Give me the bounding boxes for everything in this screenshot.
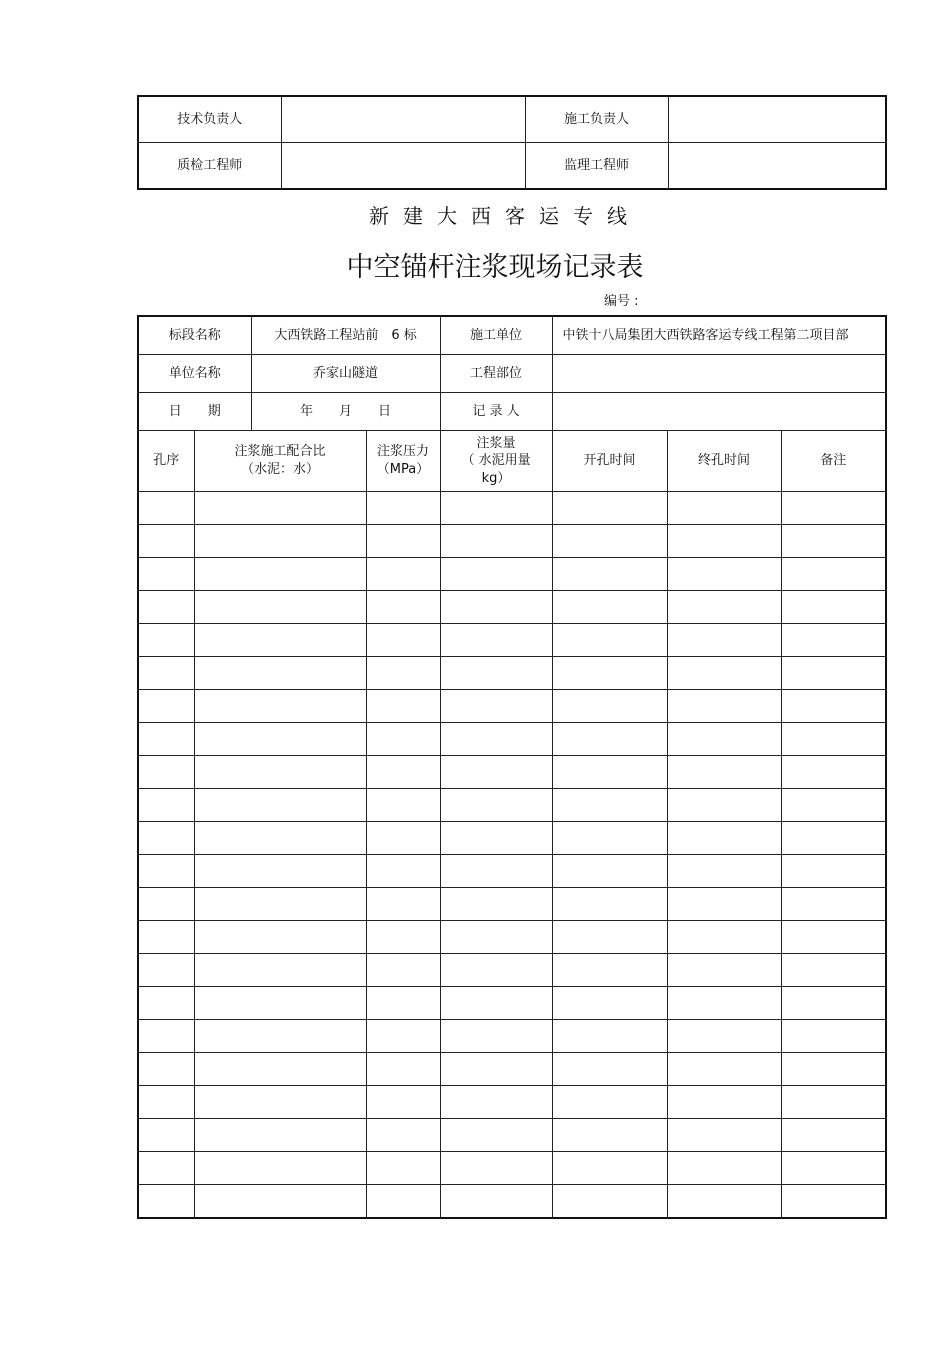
remarks-cell[interactable] [781, 1020, 886, 1053]
pressure-cell[interactable] [366, 855, 440, 888]
mix-ratio-cell[interactable] [194, 1119, 366, 1152]
hole-no-cell[interactable] [138, 1119, 194, 1152]
mix-ratio-cell[interactable] [194, 591, 366, 624]
end-time-cell[interactable] [667, 1185, 781, 1219]
start-time-cell[interactable] [552, 954, 667, 987]
table-row [138, 987, 886, 1020]
construction-lead-field[interactable] [668, 96, 886, 143]
remarks-cell[interactable] [781, 1152, 886, 1185]
volume-cell[interactable] [440, 657, 552, 690]
project-subtitle: 新建大西客运专线 [369, 204, 641, 228]
pressure-line1: 注浆压力 [377, 444, 430, 460]
pressure-cell[interactable] [366, 789, 440, 822]
hole-no-cell[interactable] [138, 558, 194, 591]
end-time-cell[interactable] [667, 525, 781, 558]
pressure-cell[interactable] [366, 1053, 440, 1086]
table-row [138, 1185, 886, 1219]
start-time-cell[interactable] [552, 822, 667, 855]
volume-cell[interactable] [440, 855, 552, 888]
start-time-cell[interactable] [552, 624, 667, 657]
volume-cell[interactable] [440, 1152, 552, 1185]
start-time-cell[interactable] [552, 558, 667, 591]
col-remarks-header: 备注 [781, 431, 886, 492]
volume-cell[interactable] [440, 921, 552, 954]
remarks-cell[interactable] [781, 1053, 886, 1086]
table-row [138, 756, 886, 789]
start-time-cell[interactable] [552, 1119, 667, 1152]
pressure-cell[interactable] [366, 1119, 440, 1152]
supervision-engineer-field[interactable] [668, 143, 886, 190]
remarks-cell[interactable] [781, 1185, 886, 1219]
end-time-cell[interactable] [667, 1152, 781, 1185]
mix-ratio-cell[interactable] [194, 558, 366, 591]
hole-no-cell[interactable] [138, 1152, 194, 1185]
section-name-value[interactable]: 大西铁路工程站前 6 标 [251, 316, 440, 355]
recorder-label: 记 录 人 [440, 393, 552, 431]
signature-table [137, 95, 887, 190]
pressure-cell[interactable] [366, 921, 440, 954]
remarks-cell[interactable] [781, 921, 886, 954]
volume-cell[interactable] [440, 492, 552, 525]
hole-no-cell[interactable] [138, 954, 194, 987]
remarks-cell[interactable] [781, 624, 886, 657]
section-name-label: 标段名称 [138, 316, 251, 355]
hole-no-cell[interactable] [138, 591, 194, 624]
pressure-cell[interactable] [366, 690, 440, 723]
volume-cell[interactable] [440, 690, 552, 723]
start-time-cell[interactable] [552, 492, 667, 525]
info-row-section [138, 316, 886, 355]
pressure-cell[interactable] [366, 987, 440, 1020]
signature-row [138, 143, 886, 190]
end-time-cell[interactable] [667, 888, 781, 921]
start-time-cell[interactable] [552, 921, 667, 954]
recorder-value[interactable] [552, 393, 886, 431]
hole-no-cell[interactable] [138, 723, 194, 756]
mix-ratio-cell[interactable] [194, 822, 366, 855]
mix-ratio-cell[interactable] [194, 789, 366, 822]
unit-name-label: 单位名称 [138, 355, 251, 393]
start-time-cell[interactable] [552, 591, 667, 624]
hole-no-cell[interactable] [138, 525, 194, 558]
volume-line1: 注浆量 [476, 435, 516, 451]
unit-name-value[interactable]: 乔家山隧道 [251, 355, 440, 393]
table-row [138, 1119, 886, 1152]
mix-ratio-line1: 注浆施工配合比 [234, 444, 326, 460]
pressure-cell[interactable] [366, 1020, 440, 1053]
mix-ratio-cell[interactable] [194, 1086, 366, 1119]
end-time-cell[interactable] [667, 1086, 781, 1119]
table-row [138, 855, 886, 888]
end-time-cell[interactable] [667, 855, 781, 888]
hole-no-cell[interactable] [138, 1185, 194, 1219]
remarks-cell[interactable] [781, 690, 886, 723]
record-rows [138, 492, 886, 1219]
end-time-cell[interactable] [667, 624, 781, 657]
volume-cell[interactable] [440, 525, 552, 558]
remarks-cell[interactable] [781, 789, 886, 822]
info-row-date [138, 393, 886, 431]
start-time-cell[interactable] [552, 1086, 667, 1119]
hole-no-cell[interactable] [138, 1020, 194, 1053]
mix-ratio-cell[interactable] [194, 987, 366, 1020]
end-time-cell[interactable] [667, 1020, 781, 1053]
volume-cell[interactable] [440, 756, 552, 789]
grouting-record-table [137, 315, 887, 1219]
hole-no-cell[interactable] [138, 1053, 194, 1086]
remarks-cell[interactable] [781, 723, 886, 756]
hole-no-cell[interactable] [138, 987, 194, 1020]
remarks-cell[interactable] [781, 756, 886, 789]
pressure-cell[interactable] [366, 723, 440, 756]
pressure-cell[interactable] [366, 756, 440, 789]
start-time-cell[interactable] [552, 1185, 667, 1219]
date-value[interactable]: 年 月 日 [251, 393, 440, 431]
qc-engineer-field[interactable] [281, 143, 525, 190]
col-volume-header [440, 431, 552, 492]
volume-cell[interactable] [440, 1020, 552, 1053]
table-row [138, 822, 886, 855]
remarks-cell[interactable] [781, 492, 886, 525]
volume-cell[interactable] [440, 1185, 552, 1219]
hole-no-cell[interactable] [138, 756, 194, 789]
volume-cell[interactable] [440, 558, 552, 591]
form-title: 中空锚杆注浆现场记录表 [346, 252, 644, 283]
hole-no-cell[interactable] [138, 624, 194, 657]
mix-ratio-cell[interactable] [194, 525, 366, 558]
construction-lead-label: 施工负责人 [525, 96, 668, 143]
contractor-value[interactable]: 中铁十八局集团大西铁路客运专线工程第二项目部 [552, 316, 886, 355]
column-header-row [138, 431, 886, 492]
mix-ratio-cell[interactable] [194, 756, 366, 789]
hole-no-cell[interactable] [138, 789, 194, 822]
table-row [138, 492, 886, 525]
table-row [138, 789, 886, 822]
start-time-cell[interactable] [552, 987, 667, 1020]
pressure-line2: （MPa） [376, 462, 430, 477]
mix-ratio-cell[interactable] [194, 624, 366, 657]
mix-ratio-cell[interactable] [194, 657, 366, 690]
col-end-time-header: 终孔时间 [667, 431, 781, 492]
start-time-cell[interactable] [552, 1020, 667, 1053]
pressure-cell[interactable] [366, 888, 440, 921]
hole-no-cell[interactable] [138, 855, 194, 888]
hole-no-cell[interactable] [138, 690, 194, 723]
start-time-cell[interactable] [552, 855, 667, 888]
hole-no-cell[interactable] [138, 492, 194, 525]
mix-ratio-line2: （水泥：水） [241, 462, 320, 477]
start-time-cell[interactable] [552, 690, 667, 723]
end-time-cell[interactable] [667, 1119, 781, 1152]
volume-cell[interactable] [440, 723, 552, 756]
table-row [138, 591, 886, 624]
pressure-cell[interactable] [366, 822, 440, 855]
volume-cell[interactable] [440, 789, 552, 822]
pressure-cell[interactable] [366, 1086, 440, 1119]
volume-cell[interactable] [440, 888, 552, 921]
end-time-cell[interactable] [667, 789, 781, 822]
hole-no-cell[interactable] [138, 822, 194, 855]
date-label: 日 期 [138, 393, 251, 431]
mix-ratio-cell[interactable] [194, 1152, 366, 1185]
table-row [138, 921, 886, 954]
volume-cell[interactable] [440, 1086, 552, 1119]
hole-no-cell[interactable] [138, 1086, 194, 1119]
mix-ratio-cell[interactable] [194, 855, 366, 888]
start-time-cell[interactable] [552, 723, 667, 756]
volume-line3: kg） [481, 470, 511, 486]
start-time-cell[interactable] [552, 756, 667, 789]
qc-engineer-label: 质检工程师 [138, 143, 281, 190]
mix-ratio-cell[interactable] [194, 1053, 366, 1086]
mix-ratio-cell[interactable] [194, 921, 366, 954]
mix-ratio-cell[interactable] [194, 954, 366, 987]
start-time-cell[interactable] [552, 1053, 667, 1086]
remarks-cell[interactable] [781, 558, 886, 591]
remarks-cell[interactable] [781, 591, 886, 624]
end-time-cell[interactable] [667, 492, 781, 525]
table-row [138, 1020, 886, 1053]
contractor-label: 施工单位 [440, 316, 552, 355]
end-time-cell[interactable] [667, 690, 781, 723]
end-time-cell[interactable] [667, 591, 781, 624]
volume-cell[interactable] [440, 954, 552, 987]
start-time-cell[interactable] [552, 888, 667, 921]
hole-no-cell[interactable] [138, 921, 194, 954]
end-time-cell[interactable] [667, 657, 781, 690]
project-part-value[interactable] [552, 355, 886, 393]
signature-row [138, 96, 886, 143]
tech-lead-label: 技术负责人 [138, 96, 281, 143]
col-pressure-header [366, 431, 440, 492]
pressure-cell[interactable] [366, 1152, 440, 1185]
pressure-cell[interactable] [366, 492, 440, 525]
col-mix-ratio-header [194, 431, 366, 492]
project-part-label: 工程部位 [440, 355, 552, 393]
hole-no-cell[interactable] [138, 888, 194, 921]
start-time-cell[interactable] [552, 657, 667, 690]
remarks-cell[interactable] [781, 987, 886, 1020]
remarks-cell[interactable] [781, 822, 886, 855]
pressure-cell[interactable] [366, 657, 440, 690]
pressure-cell[interactable] [366, 624, 440, 657]
volume-line2: （ 水泥用量 [461, 453, 531, 469]
remarks-cell[interactable] [781, 855, 886, 888]
table-row [138, 723, 886, 756]
table-row [138, 525, 886, 558]
end-time-cell[interactable] [667, 723, 781, 756]
start-time-cell[interactable] [552, 525, 667, 558]
volume-cell[interactable] [440, 1119, 552, 1152]
supervision-engineer-label: 监理工程师 [525, 143, 668, 190]
volume-cell[interactable] [440, 987, 552, 1020]
volume-cell[interactable] [440, 822, 552, 855]
volume-cell[interactable] [440, 624, 552, 657]
mix-ratio-cell[interactable] [194, 1185, 366, 1219]
remarks-cell[interactable] [781, 525, 886, 558]
end-time-cell[interactable] [667, 954, 781, 987]
start-time-cell[interactable] [552, 1152, 667, 1185]
remarks-cell[interactable] [781, 1086, 886, 1119]
start-time-cell[interactable] [552, 789, 667, 822]
table-row [138, 657, 886, 690]
mix-ratio-cell[interactable] [194, 492, 366, 525]
volume-cell[interactable] [440, 1053, 552, 1086]
pressure-cell[interactable] [366, 954, 440, 987]
table-row [138, 1152, 886, 1185]
pressure-cell[interactable] [366, 591, 440, 624]
col-hole-no-header: 孔序 [138, 431, 194, 492]
mix-ratio-cell[interactable] [194, 888, 366, 921]
mix-ratio-cell[interactable] [194, 690, 366, 723]
remarks-cell[interactable] [781, 954, 886, 987]
volume-cell[interactable] [440, 591, 552, 624]
table-row [138, 1086, 886, 1119]
end-time-cell[interactable] [667, 1053, 781, 1086]
table-row [138, 624, 886, 657]
mix-ratio-cell[interactable] [194, 723, 366, 756]
mix-ratio-cell[interactable] [194, 1020, 366, 1053]
table-row [138, 558, 886, 591]
pressure-cell[interactable] [366, 1185, 440, 1219]
table-row [138, 954, 886, 987]
remarks-cell[interactable] [781, 888, 886, 921]
table-row [138, 1053, 886, 1086]
end-time-cell[interactable] [667, 987, 781, 1020]
end-time-cell[interactable] [667, 558, 781, 591]
remarks-cell[interactable] [781, 1119, 886, 1152]
table-row [138, 888, 886, 921]
hole-no-cell[interactable] [138, 657, 194, 690]
end-time-cell[interactable] [667, 921, 781, 954]
serial-number-label: 编号 : [604, 294, 639, 309]
tech-lead-field[interactable] [281, 96, 525, 143]
col-start-time-header: 开孔时间 [552, 431, 667, 492]
end-time-cell[interactable] [667, 822, 781, 855]
table-row [138, 690, 886, 723]
pressure-cell[interactable] [366, 558, 440, 591]
end-time-cell[interactable] [667, 756, 781, 789]
pressure-cell[interactable] [366, 525, 440, 558]
remarks-cell[interactable] [781, 657, 886, 690]
info-row-unit [138, 355, 886, 393]
